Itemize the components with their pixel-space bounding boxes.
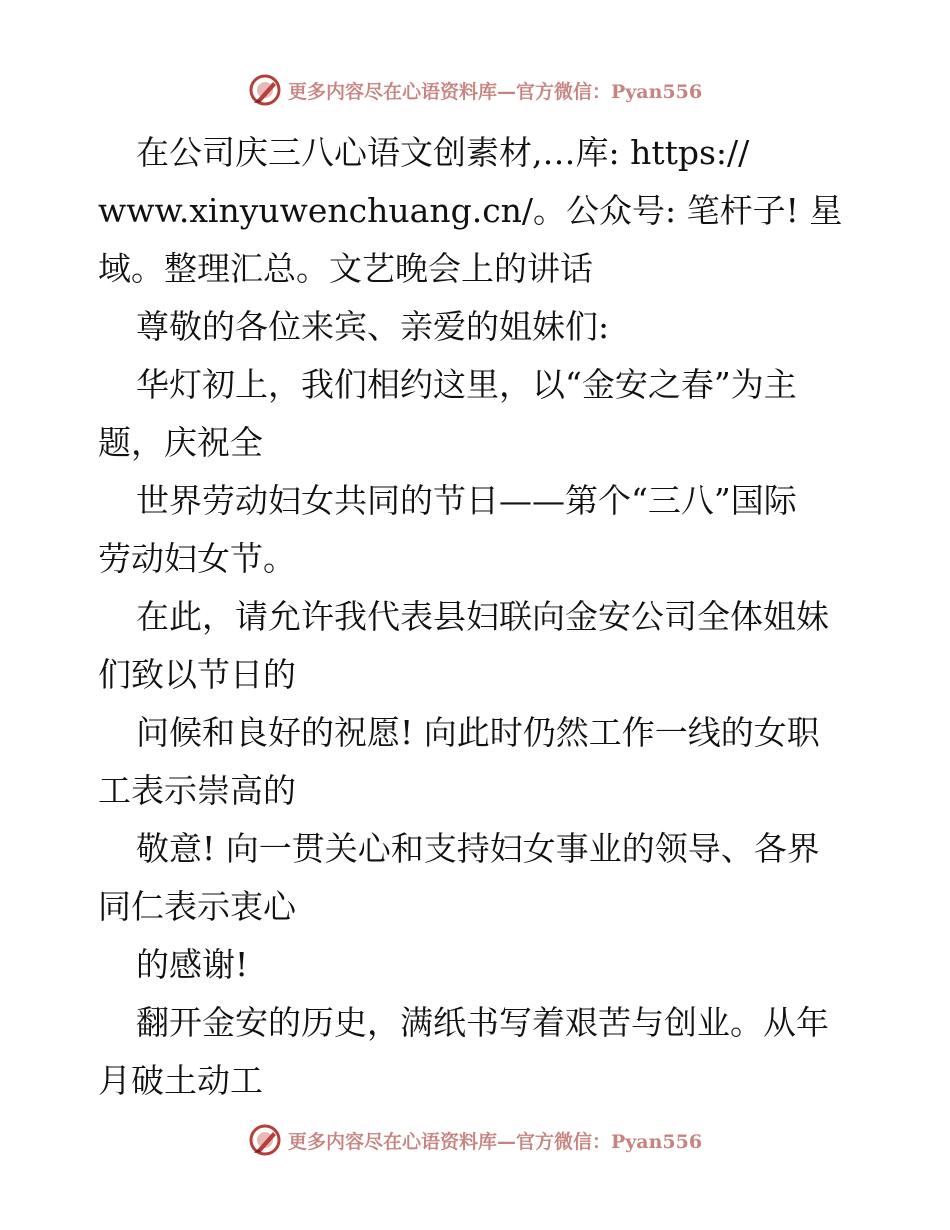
watermark-text: 更多内容尽在心语资料库—官方微信：Pyan556 [287,80,703,103]
body-text-line: 的感谢! [136,945,249,984]
body-text-line: 题，庆祝全 [98,423,263,462]
body-text-line: 月破土动工 [98,1061,263,1100]
body-text-line: www.xinyuwenchuang.cn/。公众号: 笔杆子! 星 [98,191,843,230]
body-text-line: 华灯初上，我们相约这里，以“金安之春”为主 [136,365,797,404]
pen-seal-logo-icon [248,1123,282,1157]
body-text-line: 们致以节日的 [98,655,296,694]
body-text-line: 同仁表示衷心 [98,887,296,926]
body-text-line: 在此，请允许我代表县妇联向金安公司全体姐妹 [136,597,829,636]
body-text-line: 工表示崇高的 [98,771,296,810]
body-text-line: 劳动妇女节。 [98,539,296,578]
body-text-line: 世界劳动妇女共同的节日——第个“三八”国际 [136,481,797,520]
body-text-line: 域。整理汇总。文艺晚会上的讲话 [98,249,593,288]
footer-watermark [0,1120,950,1160]
body-text-line: 敬意! 向一贯关心和支持妇女事业的领导、各界 [136,829,820,868]
body-text-line: 在公司庆三八心语文创素材,…库: https:// [136,133,750,172]
body-text-line: 翻开金安的历史，满纸书写着艰苦与创业。从年 [136,1003,829,1042]
header-watermark [0,70,950,110]
watermark-text: 更多内容尽在心语资料库—官方微信：Pyan556 [287,1130,703,1153]
body-text-line: 问候和良好的祝愿! 向此时仍然工作一线的女职 [136,713,820,752]
document-body [98,124,858,1110]
body-text-line: 尊敬的各位来宾、亲爱的姐妹们: [136,307,610,346]
pen-seal-logo-icon [248,73,282,107]
